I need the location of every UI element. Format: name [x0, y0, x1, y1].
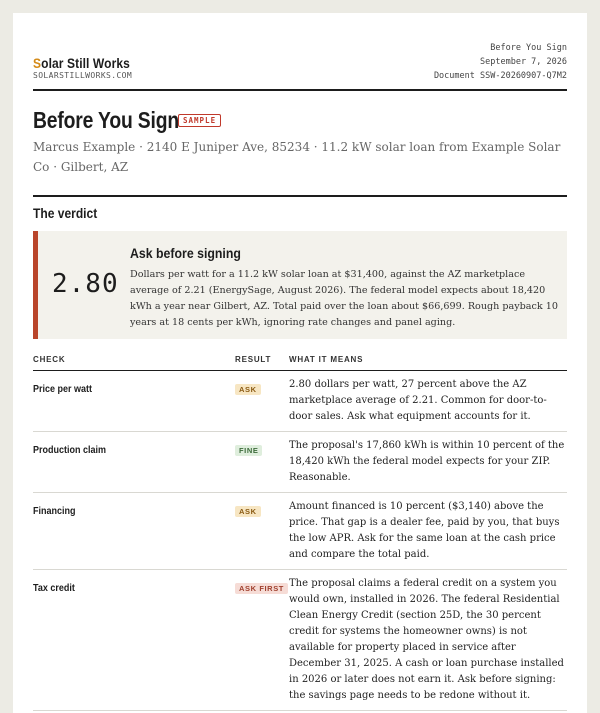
meaning-text: The proposal's 17,860 kWh is within 10 percent of the 18,420 kWh the federal model expects for your ZIP. Reasonable.: [289, 440, 565, 483]
brand-name-rest: olar Still Works: [41, 55, 130, 71]
result-badge: ASK FIRST: [235, 583, 288, 594]
document-meta: [434, 41, 567, 83]
header-result: RESULT: [235, 355, 289, 371]
table-row: [33, 570, 567, 711]
meaning-text: 2.80 dollars per watt, 27 percent above the AZ marketplace average of 2.21. Common for door-to-door sales. Ask what equipment accounts for it.: [289, 379, 547, 422]
masthead: [33, 13, 567, 91]
brand-name: [33, 55, 130, 71]
check-name: Price per watt: [33, 384, 93, 395]
check-name: Tax credit: [33, 583, 75, 594]
sample-badge: SAMPLE: [178, 114, 221, 127]
checks-table: [33, 355, 567, 711]
verdict-body: Dollars per watt for a 11.2 kW solar loan at $31,400, against the AZ marketplace average of 2.21 (EnergySage, August 2026). The federal model expects about 18,420 kWh a year near Gilbert, AZ. Total paid over the loan about $66,699. Rough payback 10 years at 18 cents per kWh, ignoring rate changes and panel aging.: [130, 269, 558, 328]
meta-doc-name: Before You Sign: [490, 43, 567, 53]
header-meaning: WHAT IT MEANS: [289, 355, 567, 371]
table-row: [33, 493, 567, 570]
title-row: [33, 107, 567, 133]
verdict-section-heading: The verdict: [33, 205, 98, 221]
meta-date: September 7, 2026: [480, 57, 567, 67]
meta-document-id: Document SSW-20260907-Q7M2: [433, 71, 567, 81]
verdict-value: 2.80: [52, 269, 119, 299]
meaning-text: The proposal claims a federal credit on a system you would own, installed in 2026. The federal Residential Clean Energy Credit (section 25D, the 30 percent credit for systems the homeowner owns) is not available for property placed in service after December 31, 2025. A cash or loan purchase installed in 2026 or later does not earn it. Ask before signing: the savings page needs to be redone without it.: [289, 578, 564, 701]
table-header-row: [33, 355, 567, 371]
check-name: Financing: [33, 506, 76, 517]
result-badge: FINE: [235, 445, 262, 456]
result-badge: ASK: [235, 506, 261, 517]
report-sheet: [13, 13, 587, 713]
meaning-text: Amount financed is 10 percent ($3,140) above the price. That gap is a dealer fee, paid by you, that buys the low APR. Ask for the same loan at the cash price and compare the total paid.: [289, 501, 560, 560]
brand-url: SOLARSTILLWORKS.COM: [33, 71, 133, 80]
result-badge: ASK: [235, 384, 261, 395]
verdict-heading: Ask before signing: [130, 245, 241, 261]
table-row: [33, 432, 567, 493]
brand-initial: S: [33, 55, 42, 71]
page-subtitle: Marcus Example · 2140 E Juniper Ave, 85234 · 11.2 kW solar loan from Example Solar Co · Gilbert, AZ: [33, 137, 567, 197]
check-name: Production claim: [33, 445, 107, 456]
table-row: [33, 371, 567, 432]
page-title: Before You Sign: [33, 107, 179, 133]
verdict-card: [33, 231, 567, 339]
header-check: CHECK: [33, 355, 235, 371]
